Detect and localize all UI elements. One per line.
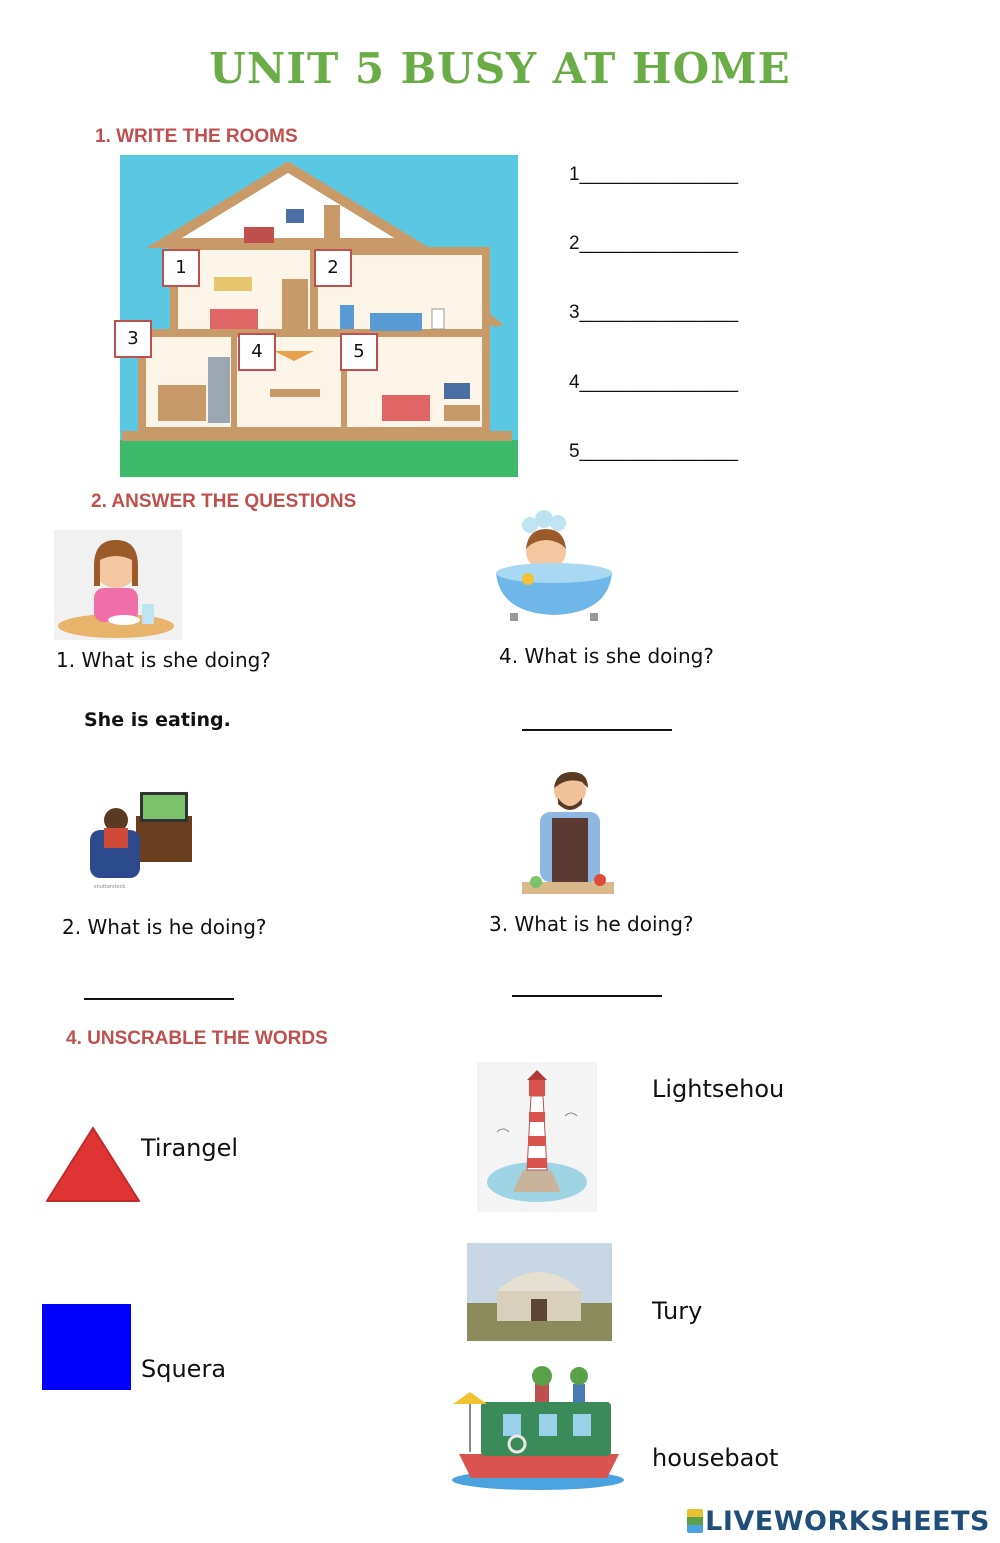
svg-text:shutterstock: shutterstock — [94, 884, 126, 890]
word-yurt[interactable]: Tury — [652, 1297, 703, 1325]
q3-number: 3. — [489, 912, 509, 936]
foundation — [122, 431, 512, 441]
room-blank-4[interactable]: 4_______________ — [569, 372, 739, 393]
q2-number: 2. — [62, 915, 82, 939]
square-shape — [42, 1304, 131, 1390]
q3-text: What is he doing? — [514, 912, 694, 936]
triangle-shape — [44, 1124, 142, 1204]
logo-mark-icon — [687, 1509, 703, 1533]
word-houseboat[interactable]: housebaot — [652, 1444, 779, 1472]
section-1-heading: 1. WRITE THE ROOMS — [95, 126, 298, 147]
q1-number: 1. — [56, 648, 76, 672]
q1-text: What is she doing? — [81, 648, 271, 672]
room-marker-5: 5 — [340, 333, 378, 371]
room-marker-4: 4 — [238, 333, 276, 371]
q4-answer-blank[interactable] — [522, 729, 672, 731]
yurt-picture — [467, 1243, 612, 1341]
word-lighthouse[interactable]: Lightsehou — [652, 1075, 785, 1103]
room-blank-2[interactable]: 2_______________ — [569, 233, 739, 254]
word-square[interactable]: Squera — [141, 1355, 227, 1383]
liveworksheets-logo[interactable] — [687, 1506, 990, 1537]
q4-text: What is she doing? — [524, 644, 714, 668]
houseboat-picture — [447, 1362, 629, 1492]
room-marker-3: 3 — [114, 320, 152, 358]
room-blank-5[interactable]: 5_______________ — [569, 441, 739, 462]
q3-answer-blank[interactable] — [512, 995, 662, 997]
grass — [120, 440, 518, 477]
q4-number: 4. — [499, 644, 519, 668]
page-title: UNIT 5 BUSY AT HOME — [209, 44, 791, 93]
q2-question — [62, 915, 267, 939]
boy-tv-picture — [84, 780, 220, 892]
q1-question — [56, 648, 271, 672]
lighthouse-picture — [477, 1062, 597, 1212]
q1-answer[interactable]: She is eating. — [84, 709, 231, 731]
word-triangle[interactable]: Tirangel — [141, 1134, 239, 1162]
room-blank-1[interactable]: 1_______________ — [569, 164, 739, 185]
house-illustration — [114, 155, 518, 477]
logo-text: LIVEWORKSHEETS — [705, 1506, 990, 1537]
man-cooking-picture — [516, 770, 616, 898]
girl-eating-picture — [54, 530, 182, 640]
room-blank-3[interactable]: 3_______________ — [569, 302, 739, 323]
girl-bath-picture — [490, 505, 618, 625]
section-4-heading: 4. UNSCRABLE THE WORDS — [66, 1028, 328, 1049]
section-2-heading: 2. ANSWER THE QUESTIONS — [91, 491, 357, 512]
room-marker-1: 1 — [162, 249, 200, 287]
q4-question — [499, 644, 714, 668]
q2-answer-blank[interactable] — [84, 998, 234, 1000]
room-marker-2: 2 — [314, 249, 352, 287]
q3-question — [489, 912, 694, 936]
q2-text: What is he doing? — [87, 915, 267, 939]
